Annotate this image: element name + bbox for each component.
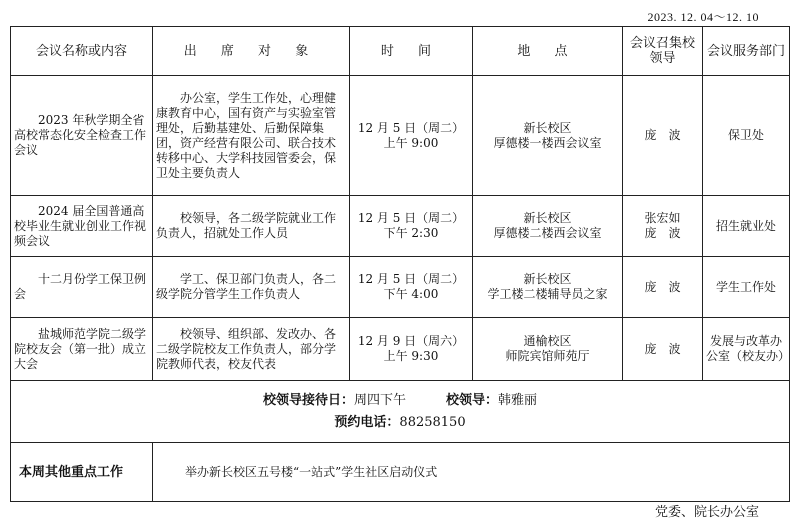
other-work-row (11, 443, 790, 502)
reception-leader-value: 韩雅丽 (498, 392, 538, 408)
service-dept: 招生就业处 (703, 196, 790, 257)
meeting-name: 2024 届全国普通高校毕业生就业创业工作视频会议 (11, 196, 153, 257)
header-name: 会议名称或内容 (11, 27, 153, 76)
phone-label: 预约电话： (334, 414, 400, 430)
room: 厚德楼一楼西会议室 (493, 135, 602, 150)
room: 学工楼二楼辅导员之家 (487, 287, 608, 301)
time-slot: 上午 9:30 (383, 349, 439, 363)
time-date: 12 月 9 日（周六） (357, 334, 465, 348)
header-attendees: 出 席 对 象 (153, 27, 350, 76)
phone-value: 88258150 (399, 414, 466, 430)
time-date: 12 月 5 日（周二） (357, 272, 465, 286)
meeting-time (350, 76, 473, 196)
meeting-name: 盐城师范学院二级学院校友会（第一批）成立大会 (11, 318, 153, 381)
meeting-location (473, 257, 623, 318)
campus: 新长校区 (523, 120, 572, 135)
reception-info (11, 381, 790, 443)
table-row (11, 257, 790, 318)
convening-leader: 庞 波 (623, 257, 703, 318)
header-leader: 会议召集校领导 (623, 27, 703, 76)
meeting-time (350, 257, 473, 318)
attendees: 学工、保卫部门负责人，各二级学院分管学生工作负责人 (153, 257, 350, 318)
meeting-time (350, 196, 473, 257)
attendees: 校领导，各二级学院就业工作负责人，招就处工作人员 (153, 196, 350, 257)
table-row (11, 196, 790, 257)
room: 师院宾馆师苑厅 (505, 349, 590, 363)
reception-leader-label: 校领导： (446, 392, 499, 408)
room: 厚德楼二楼西会议室 (493, 226, 602, 240)
table-row (11, 318, 790, 381)
campus: 通榆校区 (523, 334, 572, 348)
header-dept: 会议服务部门 (703, 27, 790, 76)
header-location: 地 点 (473, 27, 623, 76)
convening-leader: 张宏如 庞 波 (623, 196, 703, 257)
table-row (11, 76, 790, 196)
time-date: 12 月 5 日（周二） (357, 211, 465, 225)
reception-day-value: 周四下午 (353, 392, 406, 408)
date-range: 2023. 12. 04～12. 10 (647, 10, 759, 24)
convening-leader: 庞 波 (623, 318, 703, 381)
attendees: 办公室，学生工作处，心理健康教育中心，国有资产与实验室管理处，后勤基建处、后勤保障集团，资产经营有限公司、联合技术转移中心、大学科技园管委会，保卫处主要负责人 (153, 76, 350, 196)
other-work-label: 本周其他重点工作 (11, 443, 153, 502)
header-time: 时 间 (350, 27, 473, 76)
header-row (11, 27, 790, 76)
meeting-name: 十二月份学工保卫例会 (11, 257, 153, 318)
meeting-time (350, 318, 473, 381)
campus: 新长校区 (523, 272, 572, 286)
reception-row (11, 381, 790, 443)
campus: 新长校区 (523, 211, 572, 225)
meeting-location (473, 76, 623, 196)
time-slot: 上午 9:00 (383, 135, 439, 150)
meeting-location (473, 196, 623, 257)
attendees: 校领导、组织部、发改办、各二级学院校友工作负责人，部分学院教师代表，校友代表 (153, 318, 350, 381)
service-dept: 发展与改革办公室（校友办） (703, 318, 790, 381)
service-dept: 学生工作处 (703, 257, 790, 318)
meeting-schedule-table (10, 26, 790, 502)
time-date: 12 月 5 日（周二） (357, 120, 465, 135)
other-work-value: 举办新长校区五号楼“一站式”学生社区启动仪式 (153, 443, 790, 502)
reception-day-label: 校领导接待日： (262, 392, 354, 408)
convening-leader: 庞 波 (623, 76, 703, 196)
meeting-location (473, 318, 623, 381)
time-slot: 下午 2:30 (383, 226, 439, 240)
meeting-name: 2023 年秋学期全省高校常态化安全检查工作会议 (11, 76, 153, 196)
time-slot: 下午 4:00 (383, 287, 439, 301)
issuing-office: 党委、院长办公室 (654, 505, 759, 520)
service-dept: 保卫处 (703, 76, 790, 196)
